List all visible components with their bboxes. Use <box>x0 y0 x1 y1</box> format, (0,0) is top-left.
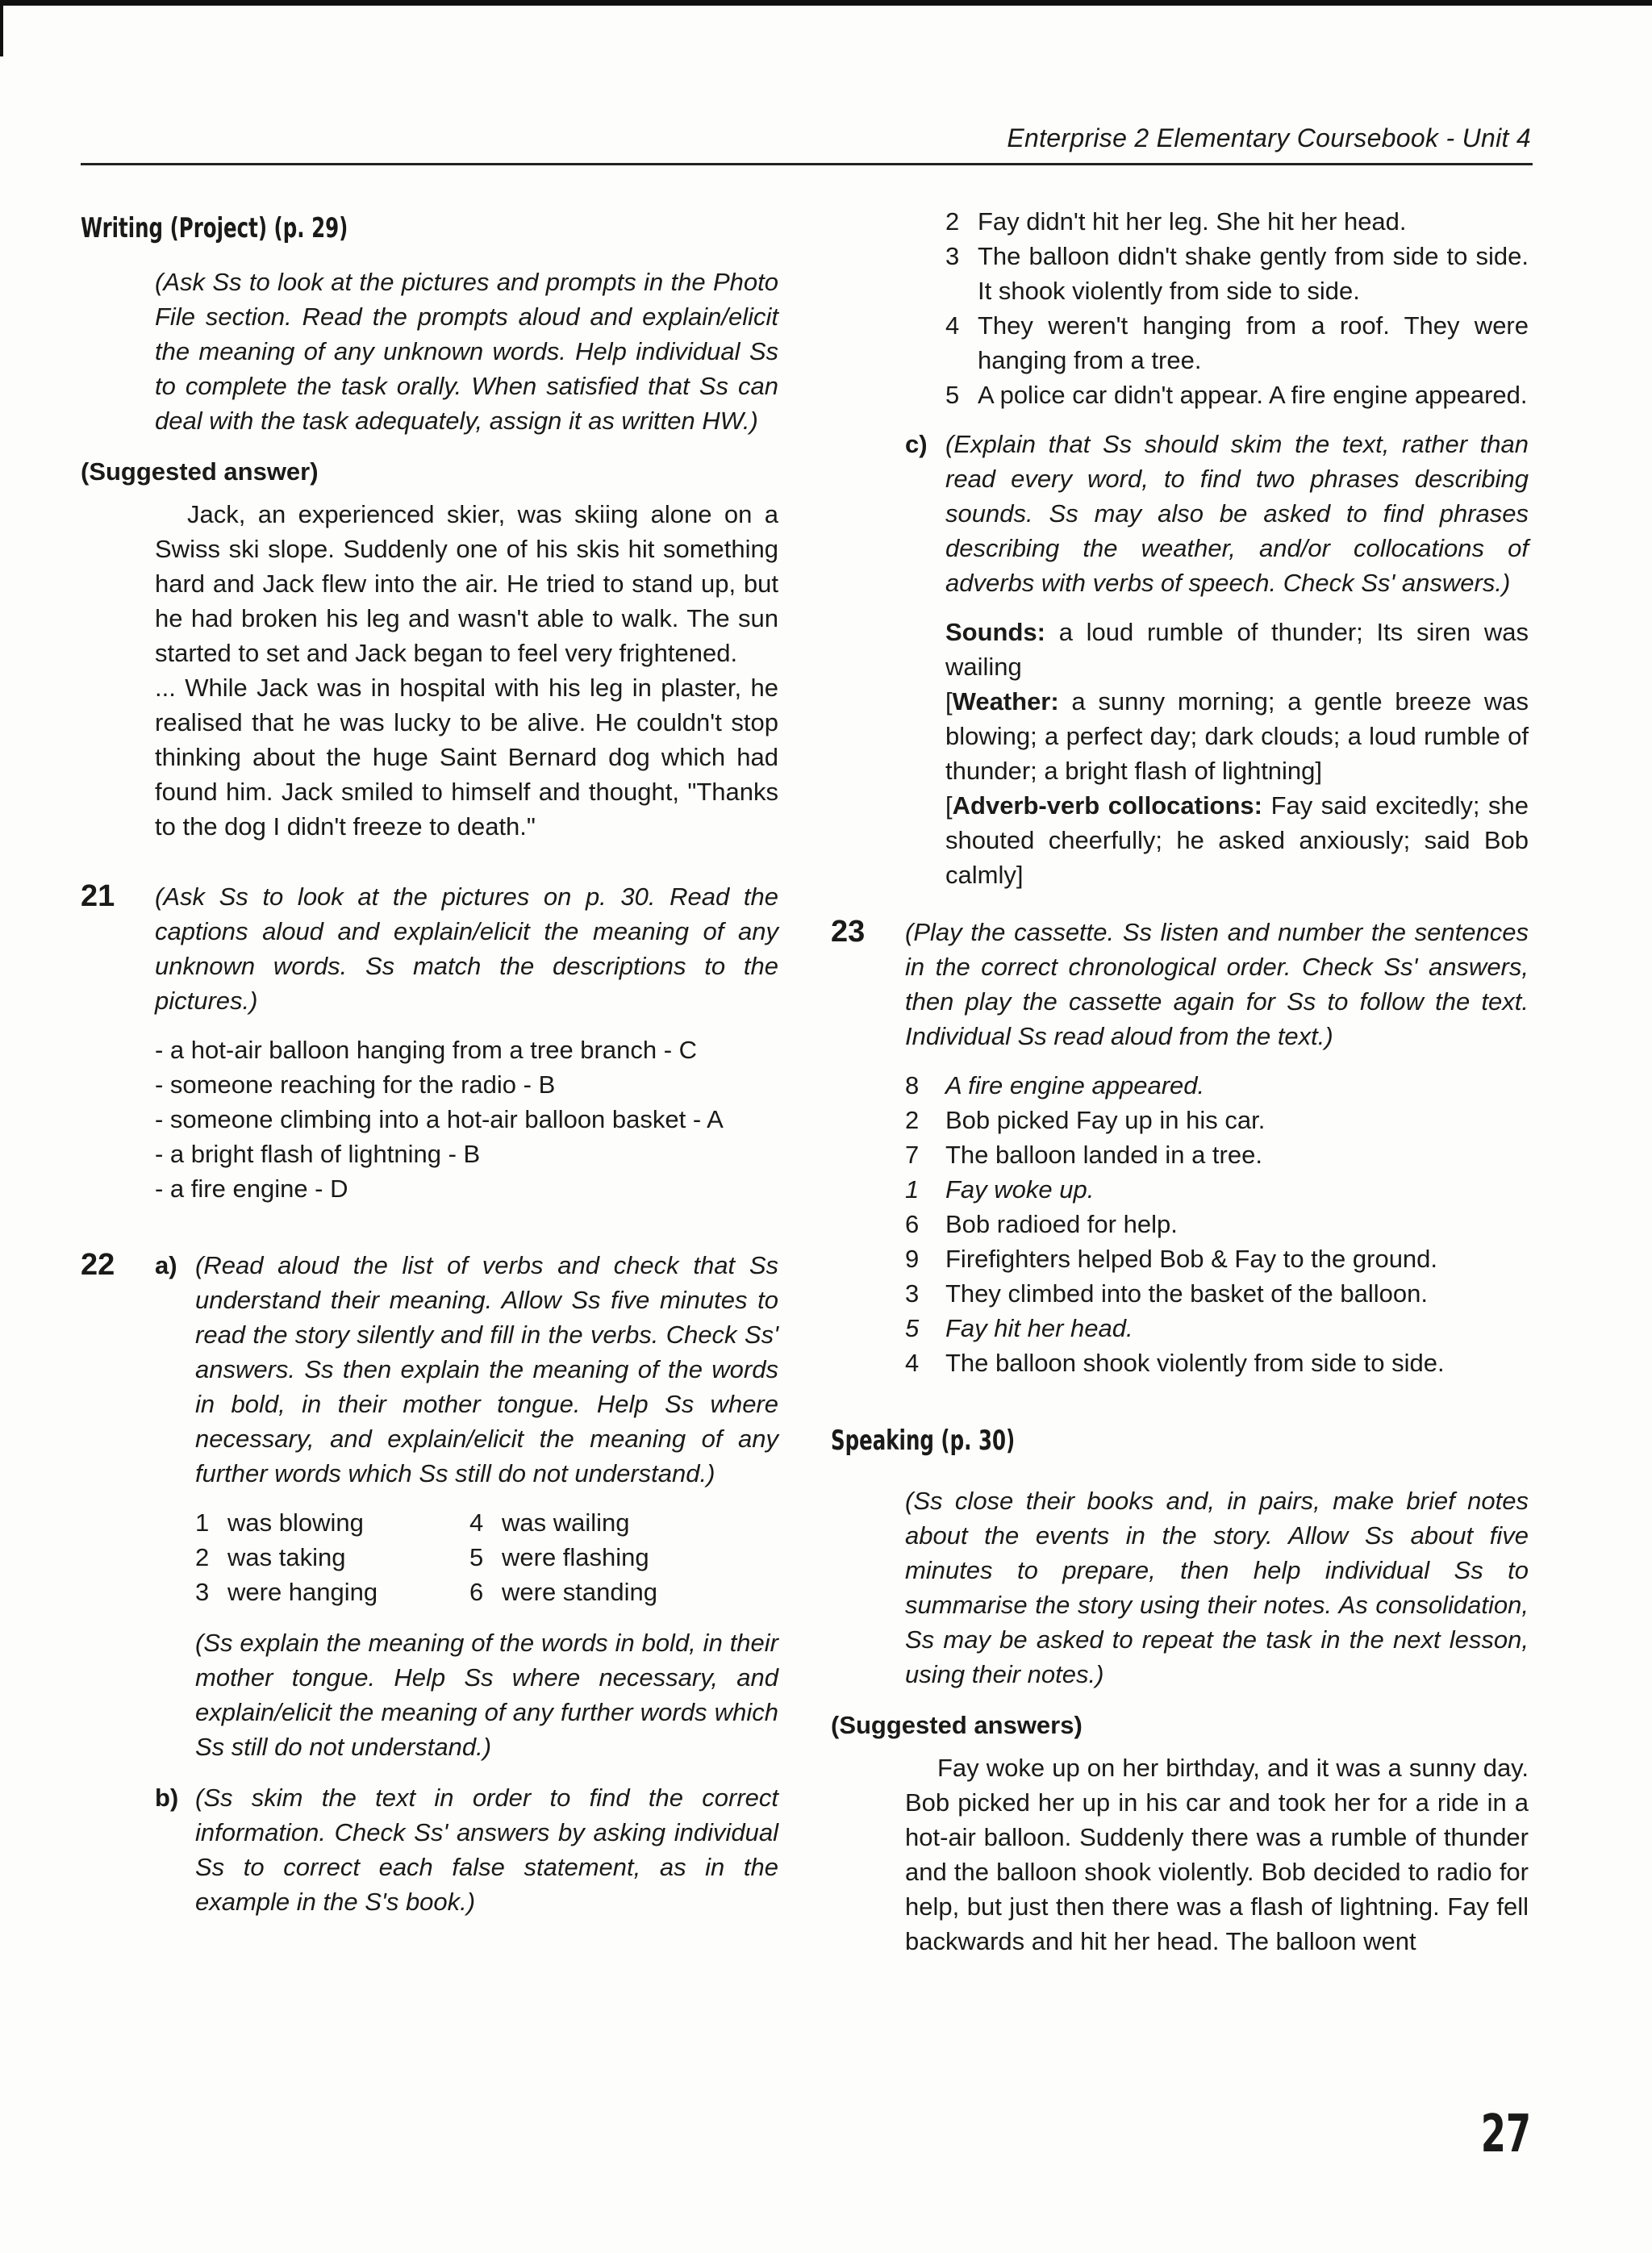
exercise-number: 23 <box>831 915 866 949</box>
list-item: 4 The balloon shook violently from side to side. <box>905 1349 1445 1377</box>
writing-answer-p2: ... While Jack was in hospital with his leg in plaster, he realised that he was lucky to be alive. He couldn't stop thinking about the huge Saint Bernard dog which had found him. Jack smiled to himself and thought, "Thanks to the dog I didn't freeze to death." <box>155 674 778 841</box>
right-column <box>831 204 1529 1959</box>
header-rule <box>81 163 1533 165</box>
part-label: c) <box>905 430 928 458</box>
exercise-23 <box>831 915 1529 1380</box>
adverb-answer: [Adverb-verb collocations: Fay said excitedly; she shouted cheerfully; he asked anxiously; said Bob calmly] <box>945 791 1529 889</box>
ex23-order-list <box>905 1068 1529 1380</box>
list-item: 2 Bob picked Fay up in his car. <box>905 1106 1266 1134</box>
sounds-answer: Sounds: a loud rumble of thunder; Its siren was wailing <box>945 618 1529 681</box>
left-column <box>81 202 778 1919</box>
ex22b-answers <box>945 204 1529 412</box>
ex22a-note: (Ss explain the meaning of the words in bold, in their mother tongue. Help Ss where necessary, and explain/elicit the meaning of any further words which Ss still do not understand.) <box>195 1629 778 1761</box>
exercise-22 <box>81 1248 778 1919</box>
list-item: - someone reaching for the radio - B <box>155 1070 556 1099</box>
top-edge-bar <box>0 0 1652 6</box>
list-item: 8 A fire engine appeared. <box>905 1071 1205 1099</box>
exercise-21 <box>81 879 778 1206</box>
list-item: 7 The balloon landed in a tree. <box>905 1141 1262 1169</box>
list-item: 9 Firefighters helped Bob & Fay to the ground. <box>905 1245 1438 1273</box>
ex22c-instructions: (Explain that Ss should skim the text, rather than read every word, to find two phrases describing sounds. Ss may also be asked to find phrases describing the weather, and/or collocations of adverbs with verbs of speech. Check Ss' answers.) <box>945 430 1529 597</box>
list-item: 5 Fay hit her head. <box>905 1314 1133 1342</box>
verb-item: 3 were hanging <box>195 1578 378 1606</box>
list-item: - someone climbing into a hot-air balloon basket - A <box>155 1105 724 1133</box>
verb-item: 2 was taking <box>195 1543 346 1571</box>
list-item: 6 Bob radioed for help. <box>905 1210 1178 1238</box>
ex22-part-a <box>155 1248 778 1764</box>
list-item: - a fire engine - D <box>155 1174 348 1203</box>
ex22a-instructions: (Read aloud the list of verbs and check that Ss understand their meaning. Allow Ss five minutes to read the story silently and fill in the verbs. Check Ss' answers. Ss then explain the meaning of the words in bold, in their mother tongue. Help Ss where necessary, and explain/elicit the meaning of any further words which Ss still do not understand.) <box>195 1251 778 1487</box>
speaking-answer: Fay woke up on her birthday, and it was a sunny day. Bob picked her up in his car and took her for a ride in a hot-air balloon. Suddenly there was a rumble of thunder and the balloon shook violently. Bob decided to radio for help, but just then there was a flash of lightning. Fay fell backwards and hit her head. The balloon went <box>905 1754 1529 1955</box>
writing-answer-p1: Jack, an experienced skier, was skiing alone on a Swiss ski slope. Suddenly one of his skis hit something hard and Jack flew into the air. He tried to stand up, but he had broken his leg and wasn't able to walk. The sun started to set and Jack began to feel very frightened. <box>155 500 778 667</box>
speaking-instructions: (Ss close their books and, in pairs, make brief notes about the events in the story. Allow Ss about five minutes to prepare, then help individual Ss to summarise the story using their notes. As consolidation, Ss may be asked to repeat the task in the next lesson, using their notes.) <box>905 1487 1529 1688</box>
list-item: - a bright flash of lightning - B <box>155 1140 481 1168</box>
list-item: 3 They climbed into the basket of the balloon. <box>905 1279 1428 1308</box>
speaking-heading: Speaking (p. 30) <box>831 1425 1016 1457</box>
speaking-suggested-label: (Suggested answers) <box>831 1711 1083 1739</box>
running-header: Enterprise 2 Elementary Coursebook - Unit 4 <box>1007 123 1531 152</box>
page-number: 27 <box>1480 2105 1531 2164</box>
verb-item: 1 was blowing <box>195 1508 364 1537</box>
ex21-instructions: (Ask Ss to look at the pictures on p. 30. Read the captions aloud and explain/elicit the meaning of any unknown words. Ss match the descriptions to the pictures.) <box>155 882 778 1015</box>
ex23-instructions: (Play the cassette. Ss listen and number the sentences in the correct chronological order. Check Ss' answers, then play the cassette again for Ss to follow the text. Individual Ss read aloud from the text.) <box>905 918 1529 1050</box>
sounds-label: Sounds: <box>945 618 1045 646</box>
writing-heading: Writing (Project) (p. 29) <box>81 212 348 244</box>
ex21-list <box>155 1033 778 1206</box>
ex22b-instructions: (Ss skim the text in order to find the correct information. Check Ss' answers by asking individual Ss to correct each false statement, as in the example in the S's book.) <box>195 1784 778 1916</box>
crop-mark <box>0 0 3 56</box>
list-item: - a hot-air balloon hanging from a tree branch - C <box>155 1036 698 1064</box>
list-item: 2 Fay didn't hit her leg. She hit her head. <box>945 207 1407 236</box>
verb-item: 5 were flashing <box>469 1543 649 1571</box>
exercise-number: 21 <box>81 879 115 913</box>
weather-label: Weather: <box>952 687 1059 716</box>
ex22-part-b <box>155 1780 778 1919</box>
weather-answer: [Weather: a sunny morning; a gentle breeze was blowing; a perfect day; dark clouds; a loud rumble of thunder; a bright flash of lightning] <box>945 687 1529 785</box>
adverb-label: Adverb-verb collocations: <box>952 791 1262 820</box>
exercise-number: 22 <box>81 1248 115 1282</box>
part-label: a) <box>155 1251 177 1279</box>
writing-instructions: (Ask Ss to look at the pictures and prompts in the Photo File section. Read the prompts aloud and explain/elicit the meaning of any unknown words. Help individual Ss to complete the task orally. When satisfied that Ss can deal with the task adequately, assign it as written HW.) <box>155 268 778 435</box>
verb-answer-grid <box>195 1505 778 1609</box>
list-item: 3 The balloon didn't shake gently from side to side. It shook violently from side to side. <box>945 242 1529 305</box>
part-label: b) <box>155 1784 179 1812</box>
verb-item: 6 were standing <box>469 1578 658 1606</box>
ex22-part-c <box>905 427 1529 892</box>
verb-item: 4 was wailing <box>469 1508 630 1537</box>
writing-suggested-label: (Suggested answer) <box>81 457 319 486</box>
list-item: 5 A police car didn't appear. A fire engine appeared. <box>945 381 1528 409</box>
list-item: 4 They weren't hanging from a roof. They were hanging from a tree. <box>945 311 1529 374</box>
list-item: 1 Fay woke up. <box>905 1175 1095 1204</box>
